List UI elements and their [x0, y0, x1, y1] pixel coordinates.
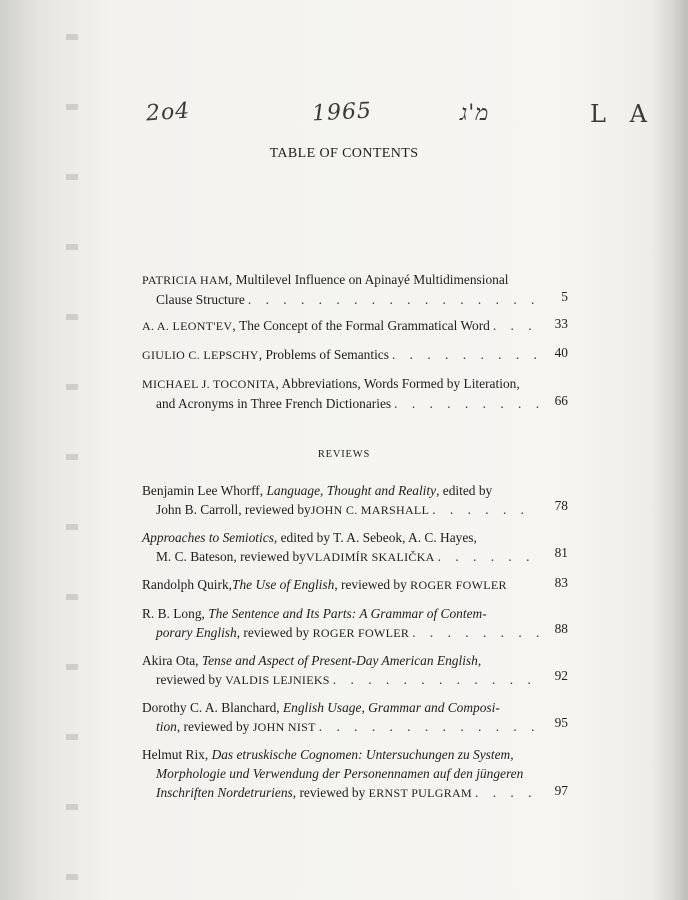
review-text: , reviewed by [334, 577, 411, 592]
review-book-title-cont: porary English [156, 625, 237, 640]
page-number: 33 [554, 316, 568, 331]
page-number: 83 [554, 575, 568, 590]
page-number: 5 [561, 289, 568, 304]
entry-title-cont: and Acronyms in Three French Dictionaries [156, 396, 392, 411]
review-book-title-cont: Morphologie und Verwendung der Personennamen auf den jüngeren [156, 766, 524, 781]
reviewer: VLADIMÍR SKALIČKA [305, 550, 435, 564]
review-text: , reviewed by [236, 625, 313, 640]
review-text: M. C. Bateson, reviewed by [156, 549, 306, 564]
entry-title: The Concept of the Formal Grammatical Word [239, 318, 490, 333]
review-book-title-cont: Inschriften Nordetruriens [156, 785, 293, 800]
author: GIULIO C. LEPSCHY [142, 348, 259, 362]
page-number: 66 [554, 393, 568, 408]
toc-entry: A. A. LEONT'EV , The Concept of the Formal Grammatical Word . . . [142, 316, 542, 336]
review-author: Akira Ota, [142, 653, 202, 668]
review-author: R. B. Long, [142, 606, 209, 621]
entry-title: Problems of Semantics [265, 347, 389, 362]
review-entry [142, 698, 542, 737]
handwritten-note-3: מ'ג [460, 101, 490, 126]
review-book-title: The Use of English [232, 577, 335, 592]
dot-leader [432, 500, 539, 519]
reviewer: ROGER FOWLER [410, 578, 507, 592]
review-text: , reviewed by [176, 719, 253, 734]
review-entry [142, 575, 542, 595]
review-entry [142, 481, 542, 520]
review-book-title: Approaches to Semiotics [142, 530, 274, 545]
review-entry [142, 651, 542, 690]
author: MICHAEL J. TOCONITA [142, 377, 276, 391]
entry-title-cont: Clause Structure [156, 292, 245, 307]
page-number: 95 [554, 715, 568, 730]
reviewer: JOHN C. MARSHALL [310, 503, 430, 517]
dot-leader [438, 547, 539, 566]
review-text: , edited by [436, 483, 493, 498]
page-number: 81 [554, 545, 568, 560]
review-text: , [477, 653, 482, 668]
page-title: TABLE OF CONTENTS [269, 146, 419, 161]
author: PATRICIA HAM [142, 273, 229, 287]
page-number: 97 [554, 783, 568, 798]
handwritten-note-1: 2o4 [145, 98, 192, 127]
dot-leader [248, 290, 539, 309]
dot-leader [394, 394, 539, 413]
review-book-title: The Sentence and Its Parts: A Grammar of Contem- [208, 606, 487, 621]
page-number: 92 [554, 668, 568, 683]
reviewer: ROGER FOWLER [312, 626, 410, 640]
review-author: Benjamin Lee Whorff, [142, 483, 267, 498]
handwritten-note-2: 1965 [311, 98, 373, 127]
entry-title: Multilevel Influence on Apinayé Multidimensional [235, 272, 509, 287]
review-author: Dorothy C. A. Blanchard, [142, 700, 283, 715]
dot-leader [412, 623, 539, 642]
toc-entry: GIULIO C. LEPSCHY , Problems of Semantics . . . [142, 345, 542, 365]
review-book-title: Das etruskische Cognomen: Untersuchungen zu System, [211, 747, 514, 762]
review-book-title: Tense and Aspect of Present-Day American English [201, 653, 478, 668]
page-number: 88 [554, 621, 568, 636]
dot-leader [333, 670, 539, 689]
entry-title: Abbreviations, Words Formed by Literation, [281, 376, 520, 391]
reviews-heading: REVIEWS [317, 449, 371, 460]
toc-entry: PATRICIA HAM, Multilevel Influence on Apinayé Multidimensional Clause Structure . . . [142, 270, 542, 309]
review-text: , reviewed by [292, 785, 369, 800]
toc-entry: MICHAEL J. TOCONITA, Abbreviations, Words Formed by Literation, and Acronyms in Three French Dictionaries . . . [142, 374, 542, 413]
page-number: 40 [554, 345, 568, 360]
review-text: reviewed by [156, 672, 226, 687]
review-book-title: English Usage, Grammar and Composi- [282, 700, 500, 715]
author: A. A. LEONT'EV [142, 319, 233, 333]
review-text: , edited by T. A. Sebeok, A. C. Hayes, [273, 530, 477, 545]
review-book-title-cont: tion [156, 719, 177, 734]
review-entry [142, 745, 542, 803]
reviewer: JOHN NIST [252, 720, 316, 734]
dot-leader [319, 717, 539, 736]
dot-leader [392, 345, 539, 364]
handwritten-note-4: L A [590, 100, 655, 128]
page-number: 78 [554, 498, 568, 513]
reviewer: ERNST PULGRAM [368, 786, 472, 800]
review-entry [142, 604, 542, 643]
review-book-title: Language, Thought and Reality [266, 483, 437, 498]
reviewer: VALDIS LEJNIEKS [225, 673, 330, 687]
review-text: John B. Carroll, reviewed by [156, 502, 311, 517]
review-author: Helmut Rix, [142, 747, 212, 762]
review-entry [142, 528, 542, 567]
review-author: Randolph Quirk, [142, 577, 233, 592]
